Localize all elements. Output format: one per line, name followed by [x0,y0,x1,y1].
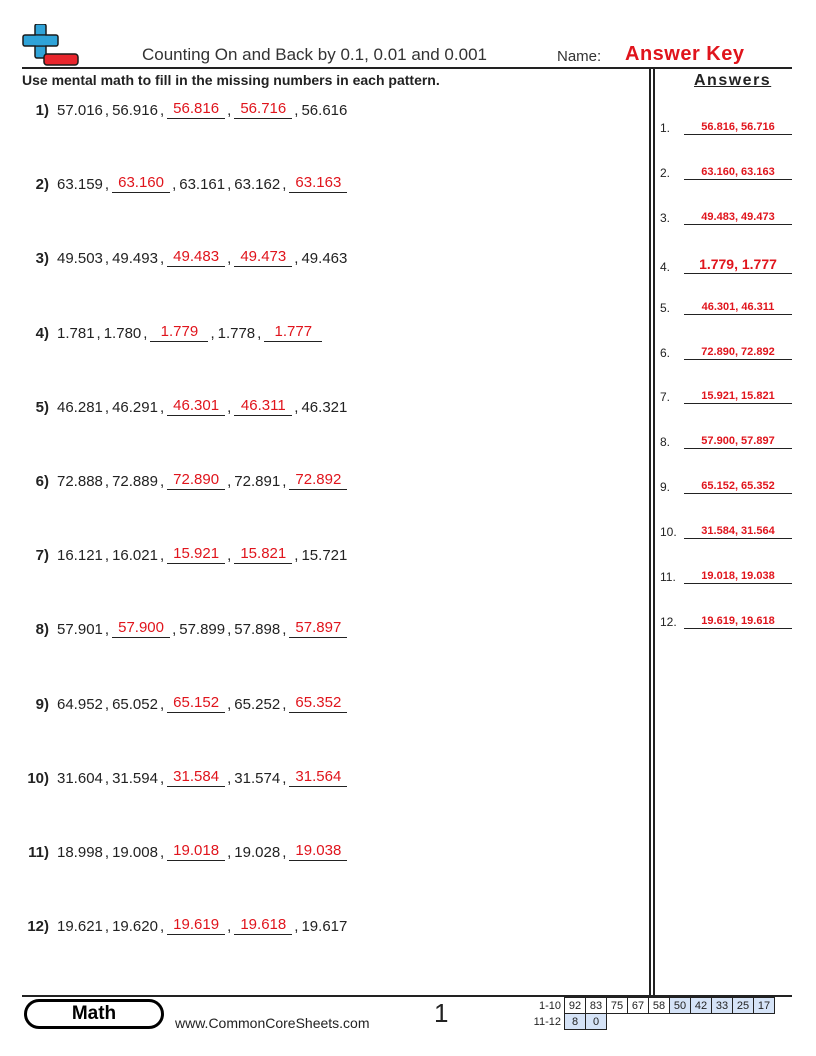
answer-number: 6. [660,346,671,360]
header-divider [22,67,792,69]
answer-blank: 31.584 [167,768,225,787]
given-number: 46.321 [301,399,348,416]
score-row [527,1014,775,1030]
answer-blank: 31.564 [289,768,347,787]
problem-row [22,545,347,564]
problem-row [22,768,347,787]
problem-number: 10) [27,770,49,787]
given-number: 63.161 [179,176,226,193]
comma-separator: , [294,250,299,267]
answer-value: 1.779, 1.777 [684,256,792,274]
problem-number: 12) [27,918,49,935]
problem-row [22,694,347,713]
answer-blank: 19.618 [234,916,292,935]
problem-number: 1) [35,102,49,119]
comma-separator: , [227,176,232,193]
comma-separator: , [159,102,165,119]
score-cell: 67 [628,998,649,1014]
given-number: 46.291 [112,399,158,416]
problem-row [22,248,347,267]
given-number: 63.159 [57,176,103,193]
given-number: 57.898 [234,621,281,638]
answer-row [660,211,792,225]
given-number: 57.901 [57,621,103,638]
answer-blank: 46.301 [167,397,225,416]
comma-separator: , [282,844,287,861]
comma-separator: , [294,918,299,935]
given-number: 18.998 [57,844,103,861]
given-number: 72.888 [57,473,103,490]
comma-separator: , [159,250,165,267]
comma-separator: , [104,844,110,861]
score-cell: 50 [670,998,691,1014]
answer-blank: 57.897 [289,619,347,638]
answer-number: 4. [660,260,671,274]
comma-separator: , [294,399,299,416]
answer-number: 9. [660,480,671,494]
answer-row [660,121,792,135]
answer-number: 10. [660,525,677,539]
score-row-label: 1-10 [538,999,561,1012]
score-cell: 8 [565,1014,586,1030]
comma-separator: , [159,844,165,861]
answer-blank: 49.473 [234,248,292,267]
answer-blank: 1.777 [264,323,322,342]
comma-separator: , [282,770,287,787]
answer-row [660,256,792,274]
comma-separator: , [227,547,232,564]
given-number: 31.574 [234,770,281,787]
given-number: 72.889 [112,473,158,490]
score-row-label: 11-12 [533,1015,561,1028]
website-url: www.CommonCoreSheets.com [175,1015,370,1031]
score-cell: 25 [733,998,754,1014]
problem-number: 5) [35,399,49,416]
given-number: 64.952 [57,696,103,713]
given-number: 15.721 [301,547,348,564]
name-label: Name: [557,48,602,65]
given-number: 1.778 [217,325,256,342]
answer-number: 1. [660,121,671,135]
problem-number: 6) [35,473,49,490]
given-number: 56.616 [301,102,348,119]
given-number: 19.621 [57,918,103,935]
answer-value: 63.160, 63.163 [684,166,792,180]
answer-value: 56.816, 56.716 [684,121,792,135]
answer-row [660,166,792,180]
subject-badge: Math [24,999,164,1029]
score-row [527,998,775,1014]
given-number: 19.620 [112,918,158,935]
answer-blank: 72.892 [289,471,347,490]
comma-separator: , [159,696,165,713]
score-cell: 75 [607,998,628,1014]
answer-row [660,346,792,360]
problem-row [22,100,347,119]
comma-separator: , [227,770,232,787]
answer-number: 7. [660,390,671,404]
answer-row [660,525,792,539]
comma-separator: , [227,250,232,267]
given-number: 16.021 [112,547,158,564]
problem-row [22,471,347,490]
instructions: Use mental math to fill in the missing numbers in each pattern. [22,72,440,88]
comma-separator: , [159,918,165,935]
comma-separator: , [104,473,110,490]
plus-minus-icon [22,24,80,68]
answer-blank: 49.483 [167,248,225,267]
answer-number: 2. [660,166,671,180]
score-cell: 17 [754,998,775,1014]
answer-blank: 19.018 [167,842,225,861]
given-number: 31.594 [112,770,158,787]
given-number: 49.503 [57,250,103,267]
given-number: 56.916 [112,102,158,119]
score-cell: 92 [565,998,586,1014]
answer-blank: 19.038 [289,842,347,861]
answer-row [660,570,792,584]
comma-separator: , [172,176,177,193]
answer-value: 46.301, 46.311 [684,301,792,315]
given-number: 57.899 [179,621,226,638]
problem-number: 2) [35,176,49,193]
given-number: 31.604 [57,770,103,787]
comma-separator: , [104,250,110,267]
answer-number: 12. [660,615,677,629]
comma-separator: , [172,621,177,638]
score-cell: 58 [649,998,670,1014]
problem-row [22,397,347,416]
comma-separator: , [104,696,110,713]
answer-value: 19.619, 19.618 [684,615,792,629]
answer-value: 49.483, 49.473 [684,211,792,225]
answer-row [660,390,792,404]
answer-blank: 57.900 [112,619,170,638]
given-number: 57.016 [57,102,103,119]
answer-blank: 15.821 [234,545,292,564]
given-number: 1.781 [57,325,95,342]
problem-number: 3) [35,250,49,267]
given-number: 65.052 [112,696,158,713]
comma-separator: , [104,102,110,119]
comma-separator: , [227,696,232,713]
answer-value: 19.018, 19.038 [684,570,792,584]
comma-separator: , [159,399,165,416]
answer-number: 5. [660,301,671,315]
answer-blank: 72.890 [167,471,225,490]
comma-separator: , [159,473,165,490]
given-number: 72.891 [234,473,281,490]
answer-blank: 65.152 [167,694,225,713]
given-number: 49.493 [112,250,158,267]
page-number: 1 [434,998,449,1028]
answer-blank: 46.311 [234,397,292,416]
comma-separator: , [282,473,287,490]
answer-row [660,435,792,449]
score-cell: 0 [586,1014,607,1030]
comma-separator: , [104,770,110,787]
answer-value: 15.921, 15.821 [684,390,792,404]
comma-separator: , [210,325,215,342]
answer-blank: 19.619 [167,916,225,935]
comma-separator: , [104,176,110,193]
answer-blank: 63.160 [112,174,170,193]
comma-separator: , [143,325,148,342]
answer-blank: 56.716 [234,100,292,119]
answers-heading: Answers [694,72,772,89]
answer-key-label: Answer Key [625,43,745,65]
comma-separator: , [227,844,232,861]
answer-value: 31.584, 31.564 [684,525,792,539]
comma-separator: , [282,621,287,638]
problem-row [22,619,347,638]
given-number: 49.463 [301,250,348,267]
comma-separator: , [104,621,110,638]
problem-number: 4) [35,325,49,342]
given-number: 19.028 [234,844,281,861]
column-divider [649,69,651,996]
given-number: 1.780 [103,325,142,342]
comma-separator: , [294,102,299,119]
problem-number: 11) [28,844,49,861]
problem-row [22,323,322,342]
problem-row [22,174,347,193]
comma-separator: , [257,325,262,342]
answer-value: 65.152, 65.352 [684,480,792,494]
answer-number: 8. [660,435,671,449]
comma-separator: , [227,473,232,490]
answer-row [660,301,792,315]
given-number: 46.281 [57,399,103,416]
answer-blank: 63.163 [289,174,347,193]
comma-separator: , [227,621,232,638]
comma-separator: , [104,918,110,935]
answer-row [660,615,792,629]
given-number: 19.617 [301,918,348,935]
answer-row [660,480,792,494]
comma-separator: , [294,547,299,564]
comma-separator: , [227,102,232,119]
problem-row [22,916,347,935]
comma-separator: , [227,918,232,935]
comma-separator: , [104,547,110,564]
problem-row [22,842,347,861]
score-table [527,997,775,1030]
problem-number: 9) [35,696,49,713]
given-number: 63.162 [234,176,281,193]
comma-separator: , [159,547,165,564]
problem-number: 7) [35,547,49,564]
given-number: 16.121 [57,547,103,564]
answer-blank: 65.352 [289,694,347,713]
comma-separator: , [96,325,101,342]
answer-blank: 56.816 [167,100,225,119]
problem-number: 8) [35,621,49,638]
comma-separator: , [282,176,287,193]
column-divider [653,69,655,996]
score-cell: 33 [712,998,733,1014]
score-cell: 83 [586,998,607,1014]
comma-separator: , [104,399,110,416]
answer-value: 57.900, 57.897 [684,435,792,449]
comma-separator: , [227,399,232,416]
given-number: 65.252 [234,696,281,713]
answer-blank: 1.779 [150,323,208,342]
answer-blank: 15.921 [167,545,225,564]
answer-value: 72.890, 72.892 [684,346,792,360]
answer-number: 3. [660,211,671,225]
answer-number: 11. [660,570,676,584]
comma-separator: , [282,696,287,713]
given-number: 19.008 [112,844,158,861]
score-cell: 42 [691,998,712,1014]
worksheet-title: Counting On and Back by 0.1, 0.01 and 0.001 [142,45,487,64]
comma-separator: , [159,770,165,787]
